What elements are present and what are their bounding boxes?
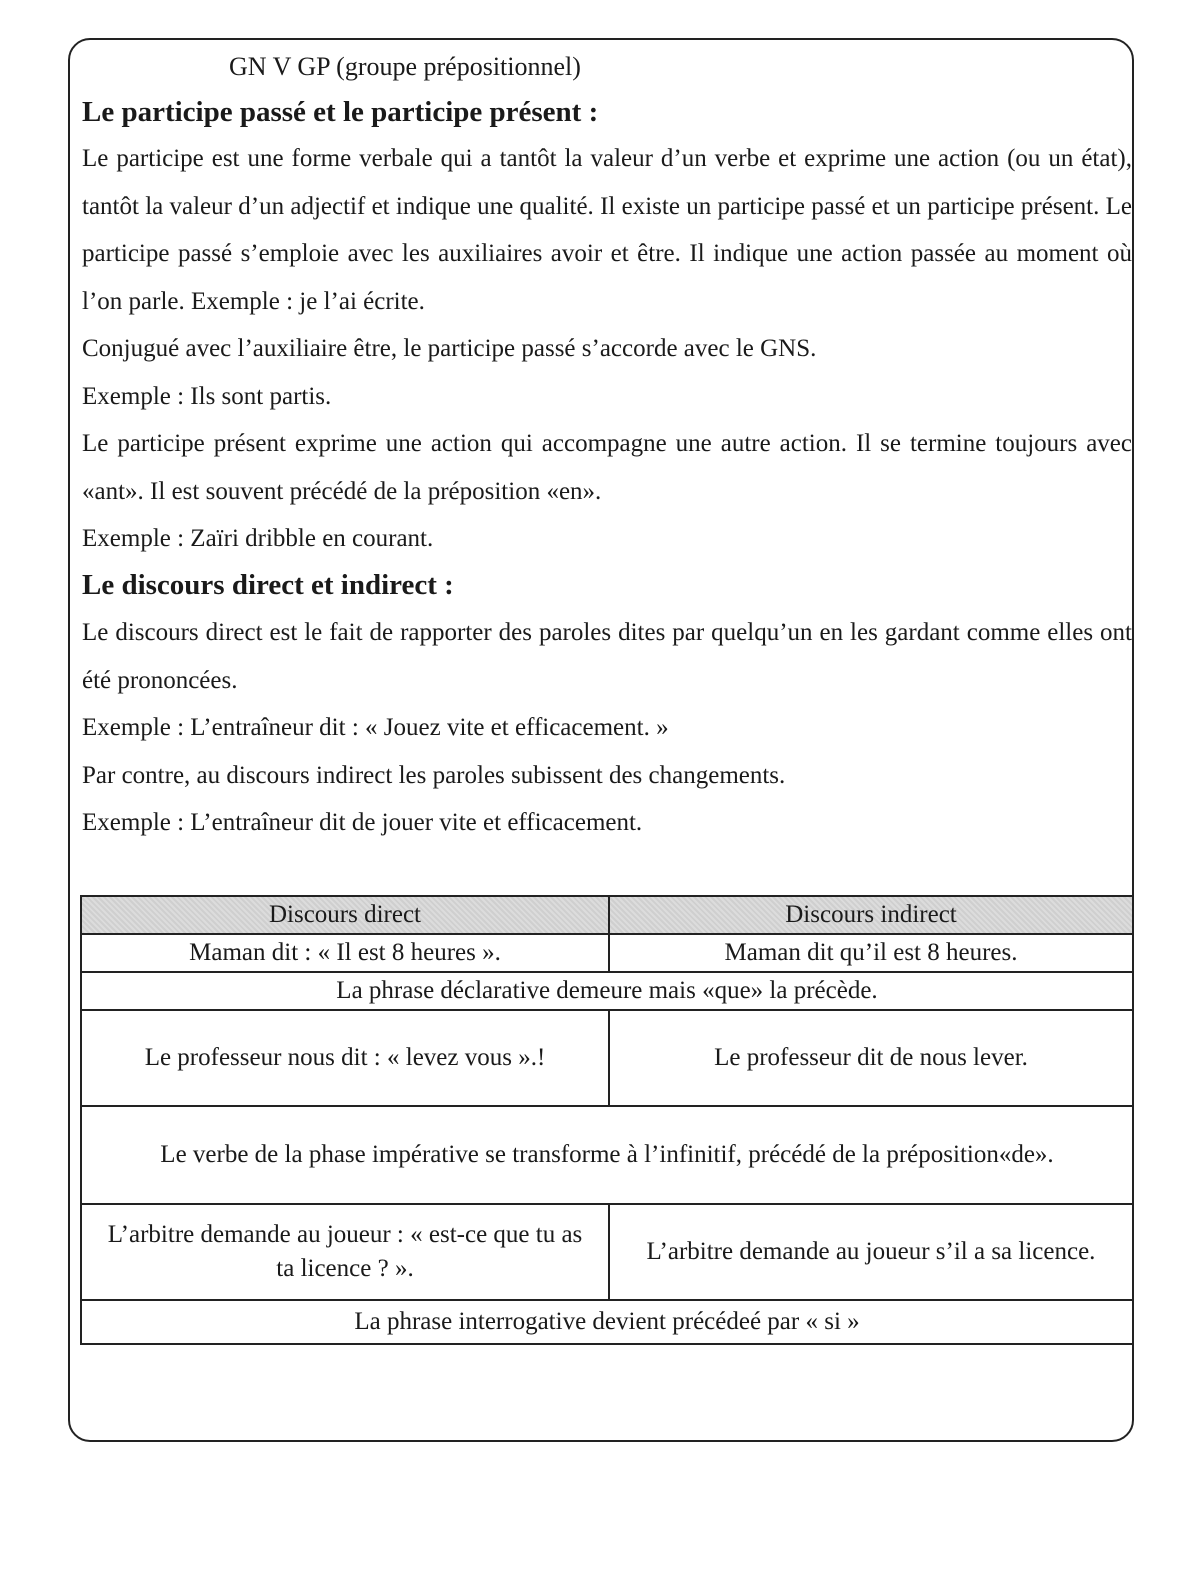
section-title-participe: Le participe passé et le participe présent : <box>82 96 599 128</box>
header-discours-direct: Discours direct <box>81 896 609 934</box>
cell-rule: La phrase déclarative demeure mais «que» la précède. <box>81 972 1133 1010</box>
cell-direct: L’arbitre demande au joueur : « est-ce que tu as ta licence ? ». <box>81 1204 609 1300</box>
section-discours-body <box>82 609 1132 847</box>
paragraph-participe-present: Le participe présent exprime une action qui accompagne une autre action. Il se termine toujours avec «ant». Il est souvent précédé de la préposition «en». <box>82 430 1132 505</box>
paragraph-example-direct: Exemple : L’entraîneur dit : « Jouez vite et efficacement. » <box>82 714 669 741</box>
cell-indirect: Maman dit qu’il est 8 heures. <box>609 934 1133 972</box>
table-header-row <box>81 896 1133 934</box>
section-participe-body <box>82 135 1132 563</box>
table-rule-row <box>81 972 1133 1010</box>
paragraph-participe-definition: Le participe est une forme verbale qui a tantôt la valeur d’un verbe et exprime une action (ou un état), tantôt la valeur d’un adjectif et indique une qualité. Il existe un participe passé et un participe présent. Le participe passé s’emploie avec les auxiliaires avoir et être. Il indique une action passée au moment où l’on parle. Exemple : je l’ai écrite. <box>82 145 1132 315</box>
cell-direct: Le professeur nous dit : « levez vous ».! <box>81 1010 609 1106</box>
paragraph-example-zairi: Exemple : Zaïri dribble en courant. <box>82 525 434 552</box>
paragraph-accord: Conjugué avec l’auxiliaire être, le participe passé s’accorde avec le GNS. <box>82 335 817 362</box>
table-rule-row <box>81 1300 1133 1344</box>
table-rule-row <box>81 1106 1133 1204</box>
table-row <box>81 1204 1133 1300</box>
paragraph-example-indirect: Exemple : L’entraîneur dit de jouer vite et efficacement. <box>82 809 643 836</box>
grammar-structure-line: GN V GP (groupe prépositionnel) <box>229 52 581 81</box>
paragraph-discours-direct: Le discours direct est le fait de rapporter des paroles dites par quelqu’un en les gardant comme elles ont été prononcées. <box>82 619 1132 694</box>
cell-direct: Maman dit : « Il est 8 heures ». <box>81 934 609 972</box>
paragraph-example-partis: Exemple : Ils sont partis. <box>82 382 332 410</box>
header-discours-indirect: Discours indirect <box>609 896 1133 934</box>
table-row <box>81 1010 1133 1106</box>
cell-rule: Le verbe de la phase impérative se transforme à l’infinitif, précédé de la préposition«de». <box>81 1106 1133 1204</box>
paragraph-discours-indirect: Par contre, au discours indirect les paroles subissent des changements. <box>82 761 786 789</box>
cell-indirect: L’arbitre demande au joueur s’il a sa licence. <box>609 1204 1133 1300</box>
section-title-discours: Le discours direct et indirect : <box>82 569 454 601</box>
cell-indirect: Le professeur dit de nous lever. <box>609 1010 1133 1106</box>
discours-comparison-table <box>80 895 1134 1345</box>
table-row <box>81 934 1133 972</box>
cell-rule: La phrase interrogative devient précédeé par « si » <box>81 1300 1133 1344</box>
